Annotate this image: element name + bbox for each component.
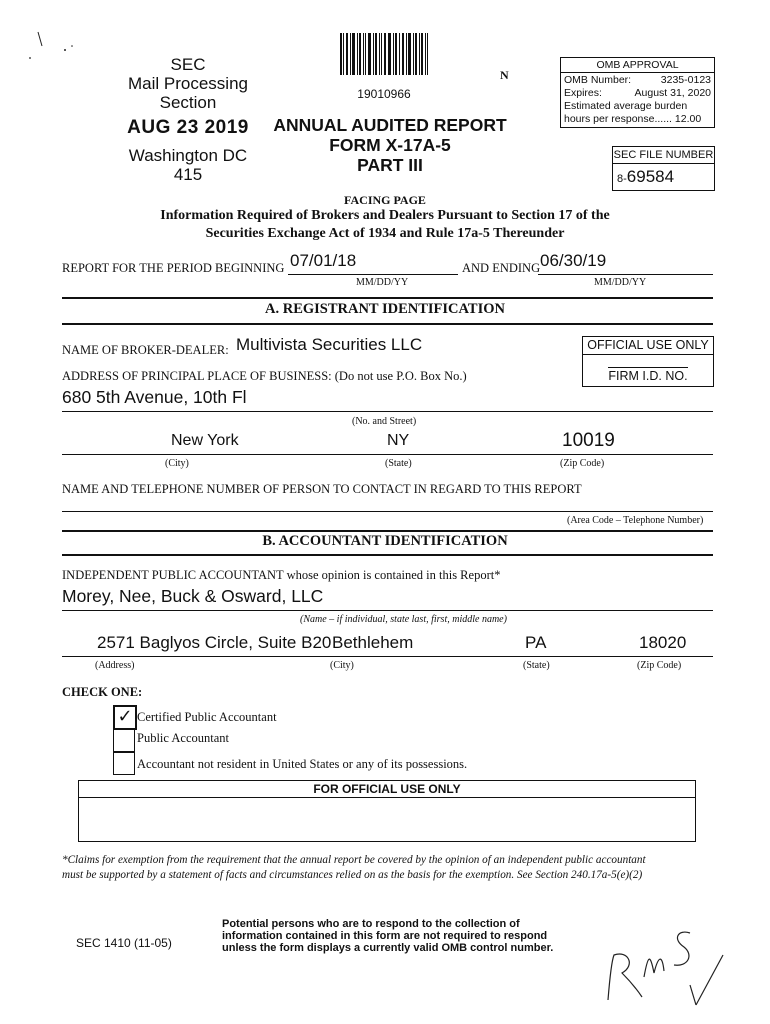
city-line [62,454,713,455]
omb-notice-line-3: unless the form displays a currently valid OMB control number. [222,942,554,954]
section-a-bottom-rule [62,323,713,325]
period-begin-label: REPORT FOR THE PERIOD BEGINNING [62,261,285,275]
omb-number: 3235-0123 [660,74,711,86]
accountant-state-caption: (State) [523,660,550,671]
section-a-title: A. REGISTRANT IDENTIFICATION [265,301,505,317]
section-b-bottom-rule [62,554,713,556]
period-end-label: AND ENDING [462,261,541,275]
accountant-city: Bethlehem [332,633,414,652]
public-accountant-checkbox[interactable] [113,729,135,752]
omb-number-row [564,74,711,87]
form-number: SEC 1410 (11-05) [76,936,172,950]
accountant-address-line [62,656,713,657]
title-line-1: ANNUAL AUDITED REPORT [273,115,507,135]
stamp-date: AUG 23 2019 [127,117,249,138]
official-use-blank [608,367,688,368]
period-end-line [538,274,713,275]
accountant-state: PA [525,633,547,652]
handwritten-initials [598,915,728,1015]
barcode-image [340,33,428,75]
street-address: 680 5th Avenue, 10th Fl [62,387,247,407]
public-accountant-label: Public Accountant [137,731,229,745]
accountant-zip-caption: (Zip Code) [637,660,682,671]
omb-burden-1: Estimated average burden [564,100,688,112]
period-end-caption: MM/DD/YY [594,277,647,288]
address-label: ADDRESS OF PRINCIPAL PLACE OF BUSINESS: (Do not use P.O. Box No.) [62,369,467,383]
non-resident-accountant-label: Accountant not resident in United States or any of its possessions. [137,757,468,771]
street-line [62,411,713,412]
stamp-sec: SEC [170,55,206,74]
contact-label: NAME AND TELEPHONE NUMBER OF PERSON TO CONTACT IN REGARD TO THIS REPORT [62,482,582,496]
accountant-label: INDEPENDENT PUBLIC ACCOUNTANT whose opinion is contained in this Report* [62,568,501,582]
certified-public-accountant-checkbox[interactable]: ✓ [113,705,137,730]
omb-header: OMB APPROVAL [561,58,714,73]
footnote-line-2: must be supported by a statement of facts and circumstances relied on as the basis for the exemption. See Section 240.17a-5(e)(2) [62,869,643,881]
period-end-value: 06/30/19 [540,251,607,270]
city-caption: (City) [165,458,189,469]
period-begin-line [288,274,458,275]
period-begin-value: 07/01/18 [290,251,357,270]
omb-burden-2: hours per response...... 12.00 [564,113,702,125]
facing-line-2: Securities Exchange Act of 1934 and Rule 17a-5 Thereunder [205,226,565,241]
accountant-city-caption: (City) [330,660,354,671]
omb-notice [222,918,553,954]
omb-expires: August 31, 2020 [634,87,711,99]
section-b-top-rule [62,530,713,532]
city-value: New York [171,432,239,449]
omb-notice-line-2: information contained in this form are not required to respond [222,930,548,942]
section-a-top-rule [62,297,713,299]
state-value: NY [387,432,410,449]
contact-line [62,511,713,512]
zip-value: 10019 [562,430,615,451]
certified-public-accountant-label: Certified Public Accountant [137,710,277,724]
firm-id-label: FIRM I.D. NO. [608,369,688,383]
accountant-name: Morey, Nee, Buck & Osward, LLC [62,586,324,606]
official-use-only-title: FOR OFFICIAL USE ONLY [79,781,695,798]
zip-caption: (Zip Code) [560,458,605,469]
broker-dealer-label: NAME OF BROKER-DEALER: [62,343,229,357]
accountant-address: 2571 Baglyos Circle, Suite B20 [97,633,332,652]
phone-caption: (Area Code – Telephone Number) [567,515,704,526]
title-line-2: FORM X-17A-5 [329,135,451,155]
broker-dealer-name: Multivista Securities LLC [236,335,423,354]
accountant-name-caption: (Name – if individual, state last, first, middle name) [300,614,507,625]
stamp-city: Washington DC [128,146,248,165]
stamp-location [118,146,258,184]
period-begin-caption: MM/DD/YY [356,277,409,288]
stamp-section: Section [159,93,217,112]
omb-expires-row [564,87,711,100]
received-stamp [118,55,258,112]
title-line-3: PART III [357,155,423,175]
accountant-zip: 18020 [639,633,687,652]
footnote-line-1: *Claims for exemption from the requirement that the annual report be covered by the opinion of an independent public accountant [62,854,646,866]
official-use-box [582,336,714,387]
sec-file-number-box [612,146,715,191]
state-caption: (State) [385,458,412,469]
non-resident-accountant-checkbox[interactable] [113,752,135,775]
sec-file-header: SEC FILE NUMBER [613,147,714,164]
sec-file-value [613,164,714,192]
check-one-title: CHECK ONE: [62,685,143,699]
sec-file-prefix: 8- [617,173,627,185]
official-use-label: OFFICIAL USE ONLY [583,337,713,355]
omb-number-label: OMB Number: [564,74,632,86]
report-title [255,115,525,175]
scan-marks [20,28,80,68]
section-b-title: B. ACCOUNTANT IDENTIFICATION [262,533,508,549]
omb-expires-label: Expires: [564,87,602,99]
stamp-code: 415 [173,165,203,184]
barcode-number: 19010966 [357,87,411,101]
facing-line-1: Information Required of Brokers and Dealers Pursuant to Section 17 of the [160,208,610,223]
official-use-only-box [78,780,696,842]
sec-file-number: 69584 [626,167,675,186]
stray-mark: N [500,68,509,82]
street-caption: (No. and Street) [352,416,417,427]
omb-approval-box [560,57,715,128]
omb-notice-line-1: Potential persons who are to respond to the collection of [222,918,520,930]
accountant-address-caption: (Address) [95,660,135,671]
stamp-mail-processing: Mail Processing [128,74,248,93]
facing-page-title: FACING PAGE [344,193,426,207]
accountant-name-line [62,610,713,611]
